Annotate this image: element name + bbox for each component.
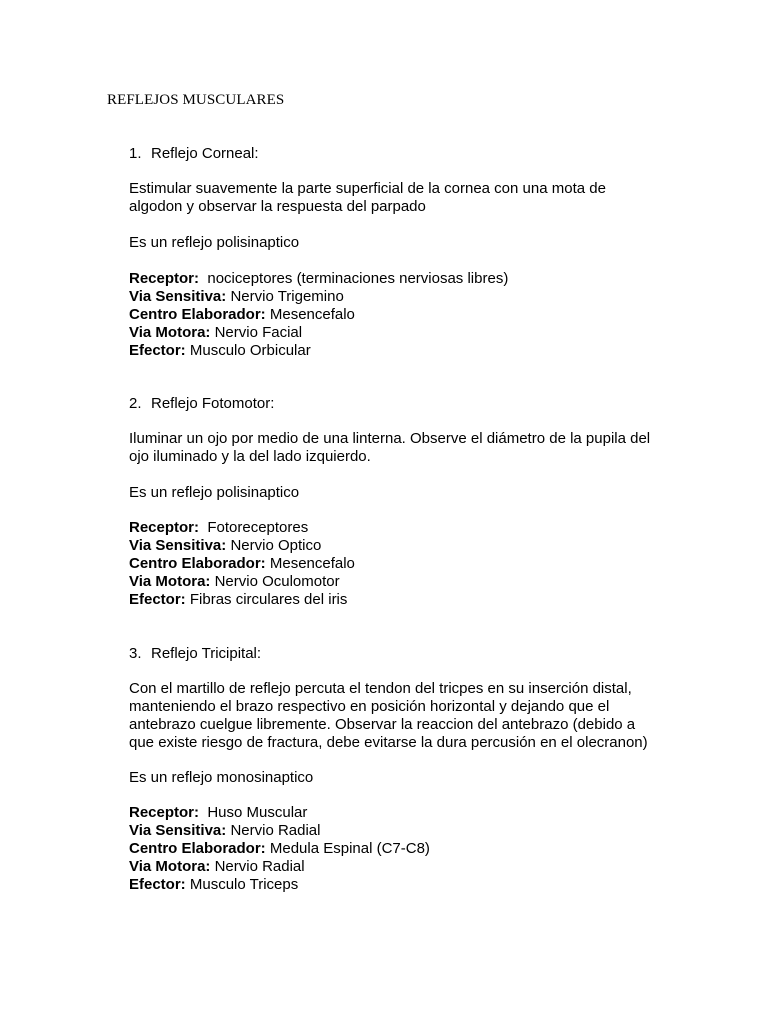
field-label: Via Sensitiva: xyxy=(129,822,227,839)
section-heading xyxy=(129,645,261,663)
section-number: 3. xyxy=(129,645,142,662)
field-via-motora xyxy=(129,324,508,342)
section-description xyxy=(129,680,689,752)
field-value: Huso Muscular xyxy=(199,804,308,821)
field-label: Via Motora: xyxy=(129,573,211,590)
field-value: Fotoreceptores xyxy=(199,519,309,536)
reflex-type: Es un reflejo monosinaptico xyxy=(129,769,314,786)
field-label: Efector: xyxy=(129,342,186,359)
section-number: 2. xyxy=(129,395,142,412)
field-efector xyxy=(129,591,355,609)
description-line: Iluminar un ojo por medio de una linterna. Observe el diámetro de la pupila del xyxy=(129,430,651,447)
field-value: Nervio Oculomotor xyxy=(210,573,340,590)
field-receptor xyxy=(129,270,508,288)
field-via-sensitiva xyxy=(129,537,355,555)
description-line: que existe riesgo de fractura, debe evitarse la dura percusión en el olecranon) xyxy=(129,734,648,751)
field-receptor xyxy=(129,519,355,537)
field-value: Nervio Radial xyxy=(226,822,321,839)
field-via-sensitiva xyxy=(129,288,508,306)
document-title: REFLEJOS MUSCULARES xyxy=(107,92,285,108)
field-value: Nervio Optico xyxy=(226,537,322,554)
field-centro-elaborador xyxy=(129,840,430,858)
field-value: Musculo Orbicular xyxy=(185,342,311,359)
field-label: Via Motora: xyxy=(129,324,211,341)
field-label: Centro Elaborador: xyxy=(129,306,266,323)
section-description xyxy=(129,180,689,216)
field-label: Centro Elaborador: xyxy=(129,555,266,572)
field-label: Efector: xyxy=(129,876,186,893)
section-heading xyxy=(129,395,274,413)
description-line: algodon y observar la respuesta del parpado xyxy=(129,198,426,215)
field-label: Receptor: xyxy=(129,519,200,536)
field-efector xyxy=(129,876,430,894)
field-label: Via Sensitiva: xyxy=(129,288,227,305)
field-receptor xyxy=(129,804,430,822)
reflex-fields xyxy=(129,270,508,360)
description-line: ojo iluminado y la del lado izquierdo. xyxy=(129,448,371,465)
reflex-type: Es un reflejo polisinaptico xyxy=(129,234,300,251)
field-value: nociceptores (terminaciones nerviosas libres) xyxy=(199,270,509,287)
section-title: Reflejo Fotomotor: xyxy=(151,395,275,412)
reflex-fields xyxy=(129,804,430,894)
field-centro-elaborador xyxy=(129,555,355,573)
field-label: Centro Elaborador: xyxy=(129,840,266,857)
field-label: Receptor: xyxy=(129,270,200,287)
field-efector xyxy=(129,342,508,360)
description-line: Con el martillo de reflejo percuta el tendon del tricpes en su inserción distal, xyxy=(129,680,632,697)
field-label: Efector: xyxy=(129,591,186,608)
field-value: Mesencefalo xyxy=(265,555,355,572)
field-value: Mesencefalo xyxy=(265,306,355,323)
field-value: Nervio Radial xyxy=(210,858,305,875)
description-line: antebrazo cuelgue libremente. Observar la reaccion del antebrazo (debido a xyxy=(129,716,636,733)
field-value: Fibras circulares del iris xyxy=(185,591,348,608)
section-number: 1. xyxy=(129,145,142,162)
field-value: Nervio Facial xyxy=(210,324,303,341)
reflex-fields xyxy=(129,519,355,609)
field-label: Via Motora: xyxy=(129,858,211,875)
field-value: Medula Espinal (C7-C8) xyxy=(265,840,430,857)
section-title: Reflejo Corneal: xyxy=(151,145,259,162)
field-label: Receptor: xyxy=(129,804,200,821)
description-line: Estimular suavemente la parte superficial de la cornea con una mota de xyxy=(129,180,606,197)
field-value: Nervio Trigemino xyxy=(226,288,344,305)
reflex-type: Es un reflejo polisinaptico xyxy=(129,484,300,501)
description-line: manteniendo el brazo respectivo en posición horizontal y dejando que el xyxy=(129,698,610,715)
field-label: Via Sensitiva: xyxy=(129,537,227,554)
field-centro-elaborador xyxy=(129,306,508,324)
field-via-motora xyxy=(129,858,430,876)
field-via-motora xyxy=(129,573,355,591)
field-value: Musculo Triceps xyxy=(185,876,299,893)
section-description xyxy=(129,430,689,466)
field-via-sensitiva xyxy=(129,822,430,840)
section-heading xyxy=(129,145,259,163)
section-title: Reflejo Tricipital: xyxy=(151,645,262,662)
